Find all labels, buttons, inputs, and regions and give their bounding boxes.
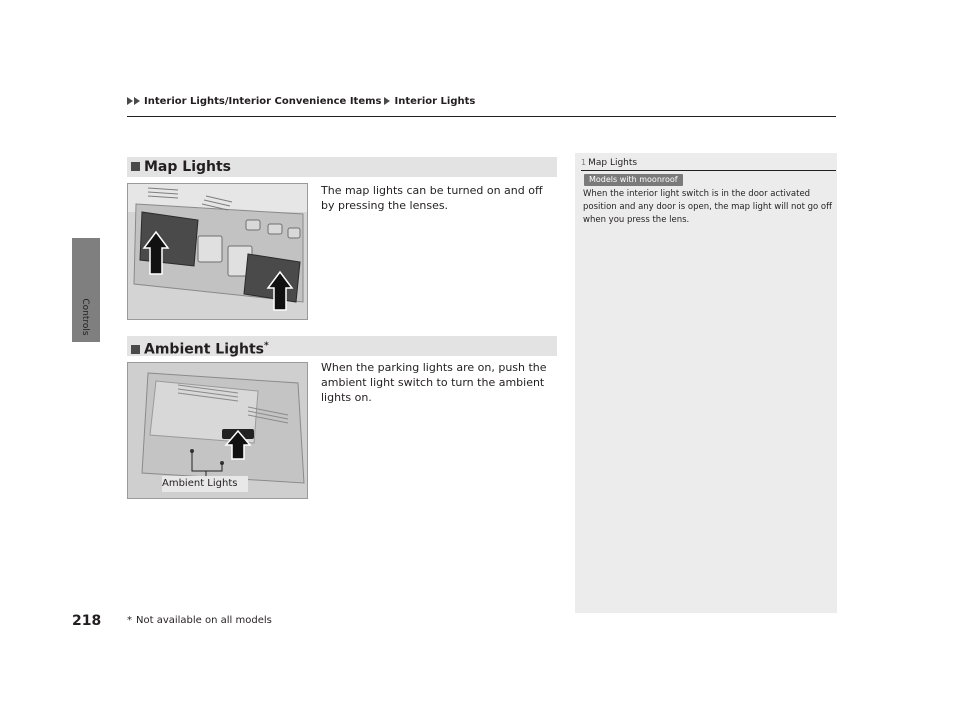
footnote-text: Not available on all models — [136, 615, 272, 626]
ambient-lights-illustration — [127, 362, 308, 499]
breadcrumb-item[interactable]: Interior Lights — [394, 95, 476, 107]
footnote-marker: * — [264, 341, 269, 351]
note-title: Map Lights — [588, 158, 638, 168]
map-lights-illustration — [127, 183, 308, 320]
note-number: 1 — [581, 158, 587, 167]
model-tag: Models with moonroof — [584, 174, 683, 186]
breadcrumb — [127, 94, 475, 108]
header-rule — [127, 116, 836, 117]
note-rule — [581, 170, 836, 171]
arrow-right-icon — [384, 97, 390, 105]
ambient-lights-callout: Ambient Lights — [162, 478, 238, 489]
page-number: 218 — [72, 613, 102, 629]
square-bullet-icon — [131, 162, 140, 171]
section-header-map-lights — [127, 157, 557, 177]
section-title: Map Lights — [144, 159, 232, 175]
arrow-right-icon — [134, 97, 140, 105]
breadcrumb-item[interactable]: Interior Lights/Interior Convenience Items — [144, 95, 382, 107]
footnote — [127, 615, 272, 626]
section-title: Ambient Lights — [144, 341, 265, 358]
ambient-lights-body: When the parking lights are on, push the ambient light switch to turn the ambient lights on. — [321, 361, 547, 404]
note-heading — [581, 158, 637, 168]
arrow-right-icon — [127, 97, 133, 105]
footnote-marker: * — [127, 615, 132, 626]
chapter-tab-label: Controls — [80, 298, 90, 336]
map-lights-body: The map lights can be turned on and off by pressing the lenses. — [321, 184, 543, 212]
note-text: When the interior light switch is in the door activated position and any door is open, the map light will not go off when you press the lens. — [583, 189, 832, 225]
section-header-ambient-lights — [127, 336, 557, 356]
square-bullet-icon — [131, 345, 140, 354]
